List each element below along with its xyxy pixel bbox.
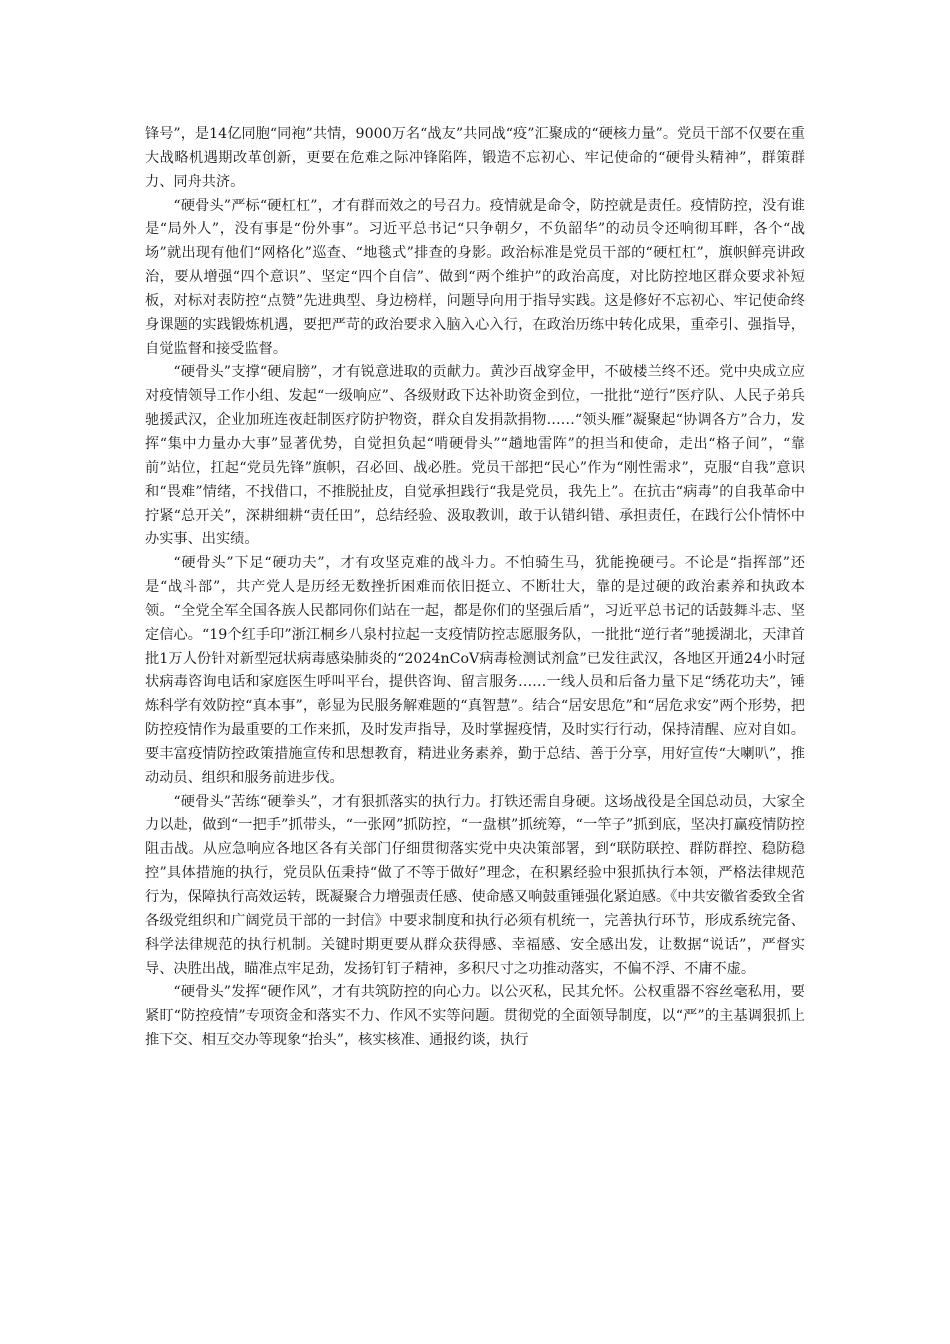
paragraph-4: “硬骨头”下足“硬功夫”，才有攻坚克难的战斗力。不怕骑生马，犹能挽硬弓。不论是“指挥部”还是“战斗部”，共产党人是历经无数挫折困难而依旧挺立、不断壮大，靠的是过硬的政治素养和执政本领。“全党全军全国各族人民都同你们站在一起，都是你们的坚强后盾”，习近平总书记的话鼓舞斗志、坚定信心。“19个红手印”浙江桐乡八泉村拉起一支疫情防控志愿服务队，一批批“逆行者”驰援湖北，天津首批1万人份针对新型冠状病毒感染肺炎的“2024nCoV病毒检测试剂盒”已发往武汉，各地区开通24小时冠状病毒咨询电话和家庭医生呼叫平台，提供咨询、留言服务……一线人员和后备力量下足“绣花功夫”，锤炼科学有效防控“真本事”，彰显为民服务解难题的“真智慧”。结合“居安思危”和“居危求安”两个形势，把防控疫情作为最重要的工作来抓，及时发声指导，及时掌握疫情，及时实行行动，保持清醒、应对自如。要丰富疫情防控政策措施宣传和思想教育，精进业务素养，勤于总结、善于分享，用好宣传“大喇叭”，推动动员、组织和服务前进步伐。	[145, 555, 805, 786]
paragraph-6: “硬骨头”发挥“硬作风”，才有共筑防控的向心力。以公灭私，民其允怀。公权重器不容丝毫私用，要紧盯“防控疫情”专项资金和落实不力、作风不实等问题。贯彻党的全面领导制度，以“严”的主基调狠抓上推下交、相互交办等现象“抬头”，核实核准、通报约谈，执行	[145, 984, 805, 1049]
paragraph-1: 锋号”，是14亿同胞“同袍”共情，9000万名“战友”共同战“疫”汇聚成的“硬核力量”。党员干部不仅要在重大战略机遇期改革创新，更要在危难之际冲锋陷阵，锻造不忘初心、牢记使命的“硬骨头精神”，群策群力、同舟共济。	[145, 126, 805, 190]
paragraph-3: “硬骨头”支撑“硬肩膀”，才有锐意进取的贡献力。黄沙百战穿金甲，不破楼兰终不还。党中央成立应对疫情领导工作小组、发起“一级响应”、各级财政下达补助资金到位，一批批“逆行”医疗队、人民子弟兵驰援武汉，企业加班连夜赶制医疗防护物资，群众自发捐款捐物……“领头雁”凝聚起“协调各方”合力，发挥“集中力量办大事”显著优势，自觉担负起“啃硬骨头”“趟地雷阵”的担当和使命，走出“格子间”，“靠前”站位，扛起“党员先锋”旗帜，召必回、战必胜。党员干部把“民心”作为“刚性需求”，克服“自我”意识和“畏难”情绪，不找借口，不推脱扯皮，自觉承担践行“我是党员，我先上”。在抗击“病毒”的自我革命中拧紧“总开关”，深耕细耕“责任田”，总结经验、汲取教训，敢于认错纠错、承担责任，在践行公仆情怀中办实事、出实绩。	[145, 364, 805, 548]
paragraph-2: “硬骨头”严标“硬杠杠”，才有群而效之的号召力。疫情就是命令，防控就是责任。疫情防控，没有谁是“局外人”，没有事是“份外事”。习近平总书记“只争朝夕，不负韶华”的动员令还响彻耳畔，各个“战场”就出现有他们“网格化”巡查、“地毯式”排查的身影。政治标准是党员干部的“硬杠杠”，旗帜鲜亮讲政治，要从增强“四个意识”、坚定“四个自信”、做到“两个维护”的政治高度，对比防控地区群众要求补短板，对标对表防控“点赞”先进典型、身边榜样，问题导向用于指导实践。这是修好不忘初心、牢记使命终身课题的实践锻炼机遇，要把严苛的政治要求入脑入心入行，在政治历练中转化成果，重牵引、强指导，自觉监督和接受监督。	[145, 197, 805, 357]
body-text	[145, 123, 805, 1053]
paragraph-5: “硬骨头”苦练“硬拳头”，才有狠抓落实的执行力。打铁还需自身硬。这场战役是全国总动员，大家全力以赴，做到“一把手”抓带头，“一张网”抓防控，“一盘棋”抓统筹，“一竿子”抓到底，坚决打赢疫情防控阻击战。从应急响应各地区各有关部门仔细贯彻落实党中央决策部署，到“联防联控、群防群控、稳防稳控”具体措施的执行，党员队伍秉持“做了不等于做好”理念，在积累经验中狠抓执行本领，严格法律规范行为，保障执行高效运转，既凝聚合力增强责任感、使命感又响鼓重锤强化紧迫感。《中共安徽省委致全省各级党组织和广阔党员干部的一封信》中要求制度和执行必须有机统一，完善执行环节，形成系统完备、科学法律规范的执行机制。关键时期更要从群众获得感、幸福感、安全感出发，让数据“说话”，严督实导、决胜出战，瞄准点牢足劲，发扬钉钉子精神，多积尺寸之功推动落实，不偏不浮、不庸不虚。	[145, 793, 805, 977]
